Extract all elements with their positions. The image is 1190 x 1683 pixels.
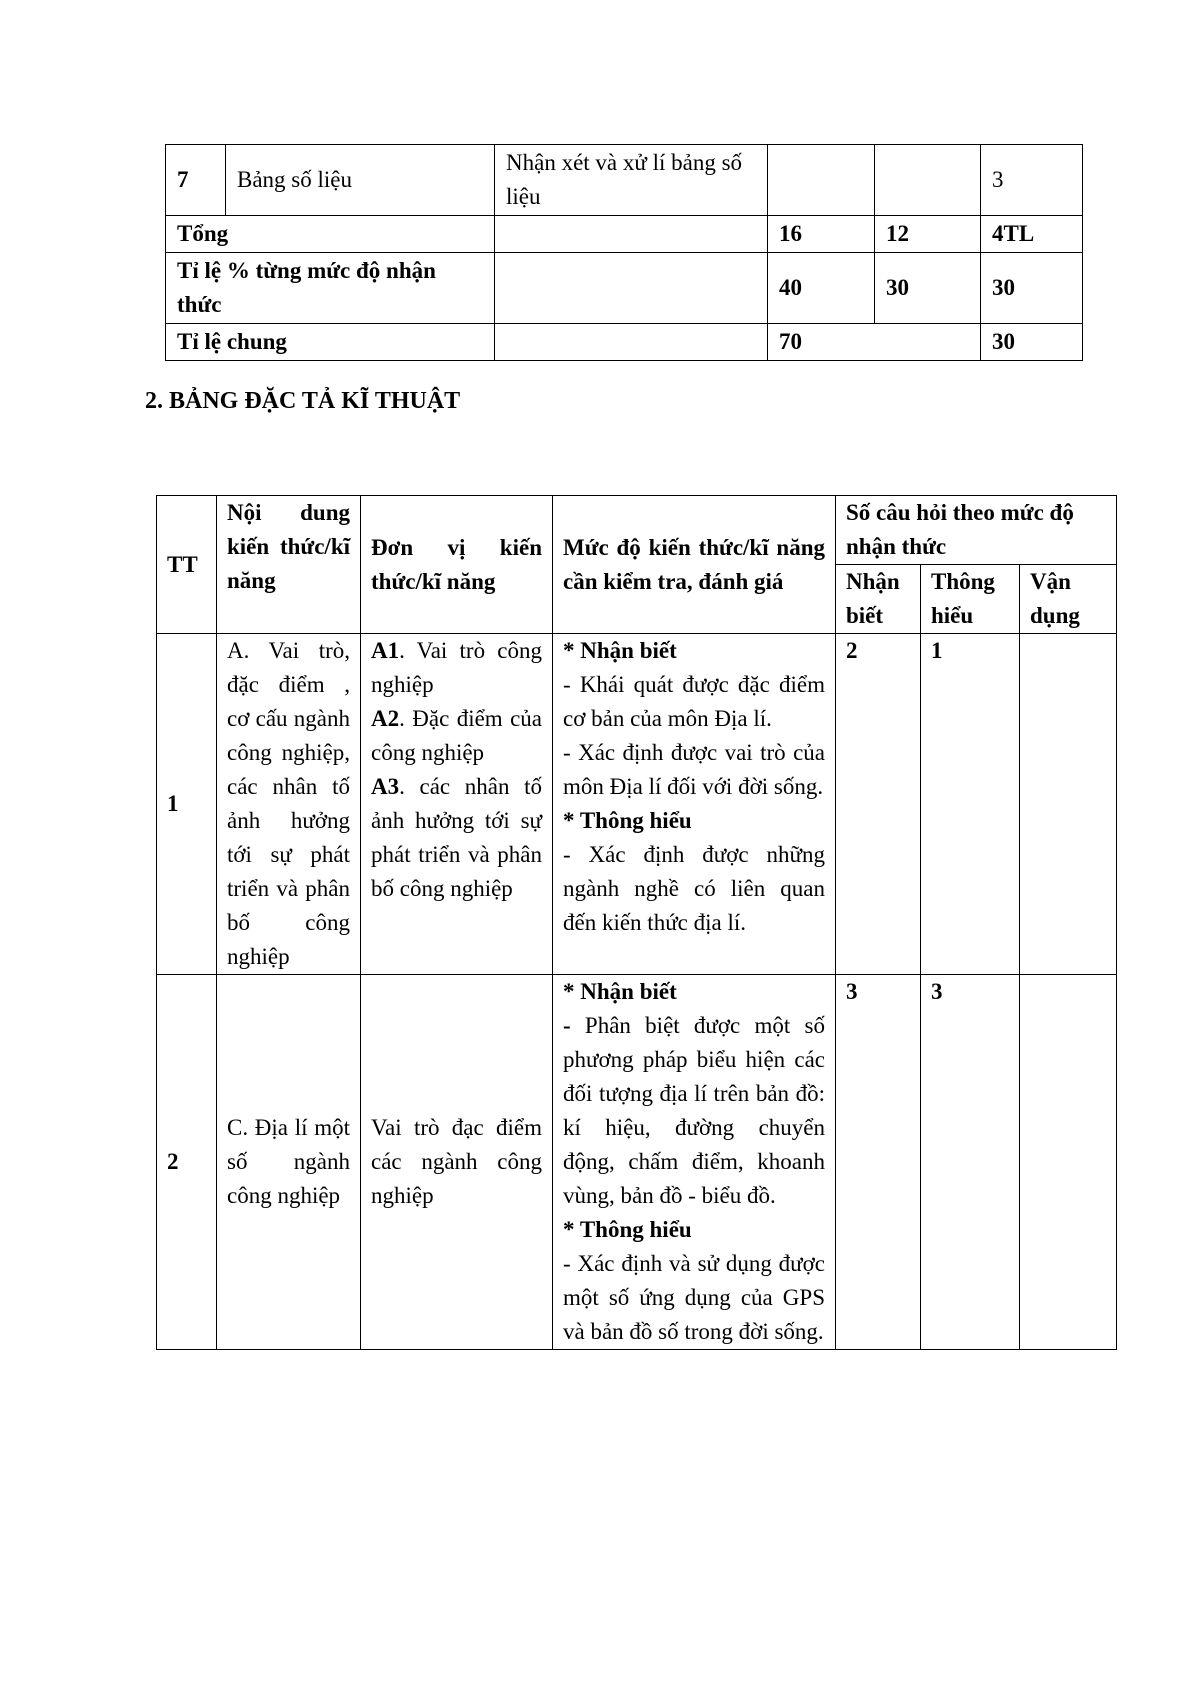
header-th: Thông hiểu — [921, 565, 1020, 634]
rate-vd: 30 — [981, 253, 1083, 324]
row-th: 1 — [921, 634, 1020, 975]
total-label: Tổng — [166, 216, 495, 253]
rate-label: Tỉ lệ % từng mức độ nhận thức — [166, 253, 495, 324]
section-title: 2. BẢNG ĐẶC TẢ KĨ THUẬT — [145, 388, 461, 414]
row-th — [875, 145, 981, 216]
general-label: Tỉ lệ chung — [166, 324, 495, 361]
row-nb: 3 — [836, 975, 921, 1350]
level-item: - Khái quát được đặc điểm cơ bản của môn Địa lí. — [563, 672, 825, 731]
level-heading: * Thông hiểu — [563, 808, 692, 833]
row-level — [553, 634, 836, 975]
header-row — [157, 496, 1117, 565]
rate-th: 30 — [875, 253, 981, 324]
row-tt: 7 — [166, 145, 226, 216]
row-vd — [1020, 975, 1117, 1350]
row-content: C. Địa lí một số ngành công nghiệp — [217, 975, 361, 1350]
unit-item: A3. các nhân tố ảnh hưởng tới sự phát triển và phân bố công nghiệp — [371, 774, 542, 901]
header-tt: TT — [157, 496, 217, 634]
total-th: 12 — [875, 216, 981, 253]
level-item: - Xác định và sử dụng được một số ứng dụng của GPS và bản đồ số trong đời sống. — [563, 1251, 825, 1344]
general-row — [166, 324, 1083, 361]
header-vd: Vận dụng — [1020, 565, 1117, 634]
general-vd: 30 — [981, 324, 1083, 361]
level-heading: * Nhận biết — [563, 638, 677, 663]
row-level — [553, 975, 836, 1350]
level-item: - Phân biệt được một số phương pháp biểu hiện các đối tượng địa lí trên bản đồ: kí hiệu, đường chuyển động, chấm điểm, khoanh vùng, bản đồ - biểu đồ. — [563, 1013, 825, 1208]
table-row — [166, 145, 1083, 216]
rate-nb: 40 — [768, 253, 875, 324]
total-row — [166, 216, 1083, 253]
row-unit: Vai trò đạc điểm các ngành công nghiệp — [361, 975, 553, 1350]
rate-row — [166, 253, 1083, 324]
row-content: A. Vai trò, đặc điểm , cơ cấu ngành công nghiệp, các nhân tố ảnh hưởng tới sự phát triển và phân bố công nghiệp — [217, 634, 361, 975]
header-nb: Nhận biết — [836, 565, 921, 634]
row-th: 3 — [921, 975, 1020, 1350]
header-content: Nội dung kiến thức/kĩ năng — [217, 496, 361, 634]
row-tt: 1 — [157, 634, 217, 975]
unit-item: A2. Đặc điểm của công nghiệp — [371, 706, 542, 765]
row-vd: 3 — [981, 145, 1083, 216]
row-content: Bảng số liệu — [226, 145, 495, 216]
level-item: - Xác định được những ngành nghề có liên quan đến kiến thức địa lí. — [563, 842, 825, 935]
row-vd — [1020, 634, 1117, 975]
spec-table — [156, 495, 1117, 1350]
header-unit: Đơn vị kiến thức/kĩ năng — [361, 496, 553, 634]
level-heading: * Thông hiểu — [563, 1217, 692, 1242]
row-unit: Nhận xét và xử lí bảng số liệu — [495, 145, 768, 216]
level-heading: * Nhận biết — [563, 979, 677, 1004]
unit-item: A1. Vai trò công nghiệp — [371, 638, 542, 697]
total-nb: 16 — [768, 216, 875, 253]
row-nb — [768, 145, 875, 216]
row-nb: 2 — [836, 634, 921, 975]
general-nbth: 70 — [768, 324, 981, 361]
row-tt: 2 — [157, 975, 217, 1350]
summary-table — [165, 144, 1083, 361]
row-unit — [361, 634, 553, 975]
header-level: Mức độ kiến thức/kĩ năng cần kiểm tra, đánh giá — [553, 496, 836, 634]
table-row — [157, 975, 1117, 1350]
header-questions: Số câu hỏi theo mức độ nhận thức — [836, 496, 1117, 565]
table-row — [157, 634, 1117, 975]
total-vd: 4TL — [981, 216, 1083, 253]
level-item: - Xác định được vai trò của môn Địa lí đối với đời sống. — [563, 740, 825, 799]
